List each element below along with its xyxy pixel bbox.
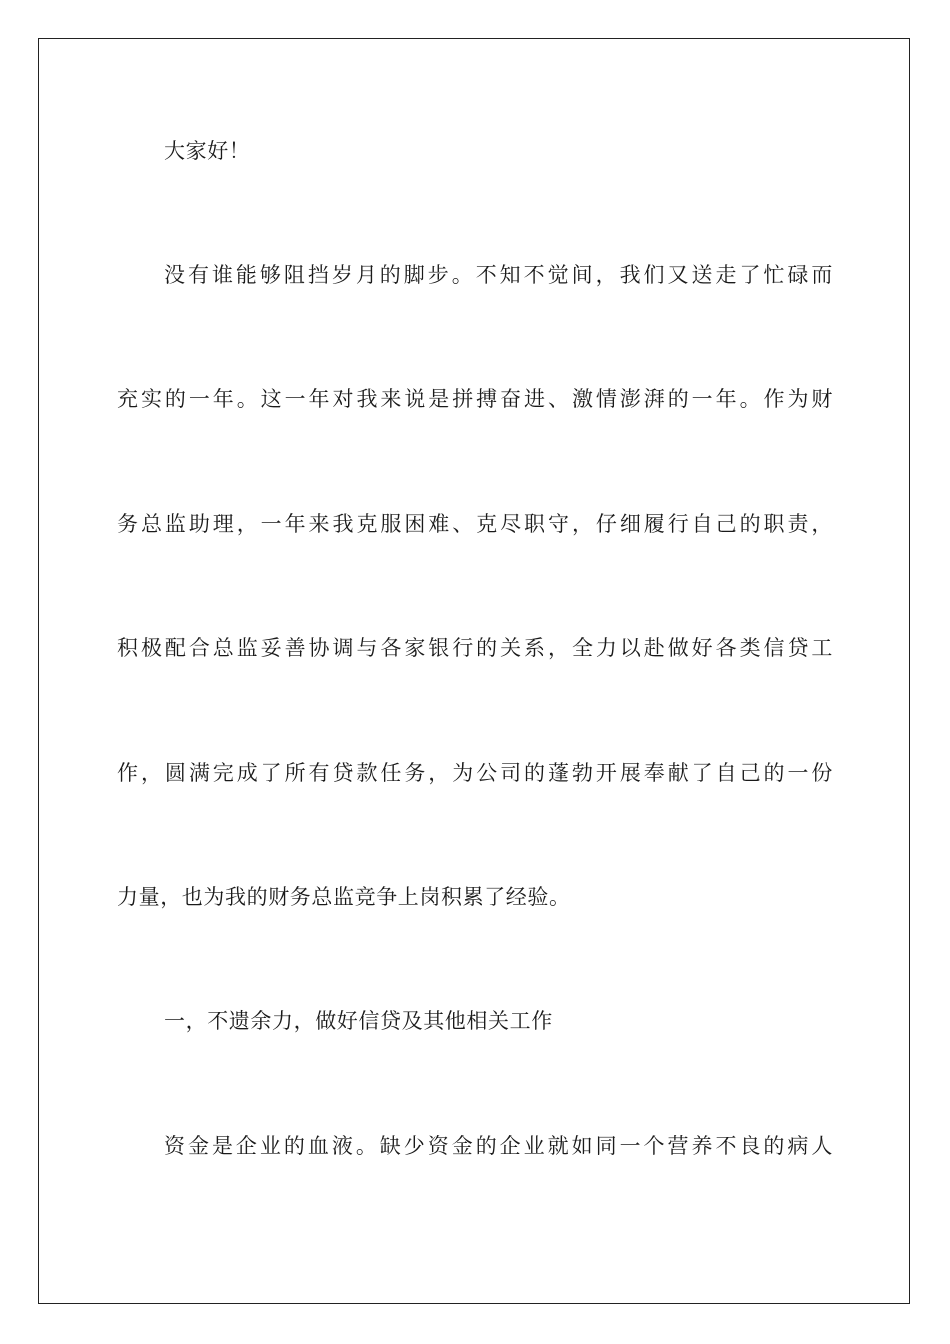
- paragraph-line: 资金是企业的血液。缺少资金的企业就如同一个营养不良的病人: [164, 1134, 833, 1158]
- paragraph-line: 充实的一年。这一年对我来说是拼搏奋进、激情澎湃的一年。作为财: [117, 387, 833, 411]
- paragraph-line: 积极配合总监妥善协调与各家银行的关系，全力以赴做好各类信贷工: [117, 636, 833, 660]
- greeting: 大家好！: [164, 139, 251, 163]
- page-border: [38, 38, 910, 1304]
- paragraph-line: 作，圆满完成了所有贷款任务，为公司的蓬勃开展奉献了自己的一份: [117, 761, 833, 785]
- paragraph-line: 没有谁能够阻挡岁月的脚步。不知不觉间，我们又送走了忙碌而: [164, 263, 833, 287]
- paragraph-line: 力量，也为我的财务总监竞争上岗积累了经验。: [117, 885, 571, 909]
- section-heading: 一，不遗余力，做好信贷及其他相关工作: [164, 1009, 553, 1033]
- paragraph-line: 务总监助理，一年来我克服困难、克尽职守，仔细履行自己的职责，: [117, 512, 833, 536]
